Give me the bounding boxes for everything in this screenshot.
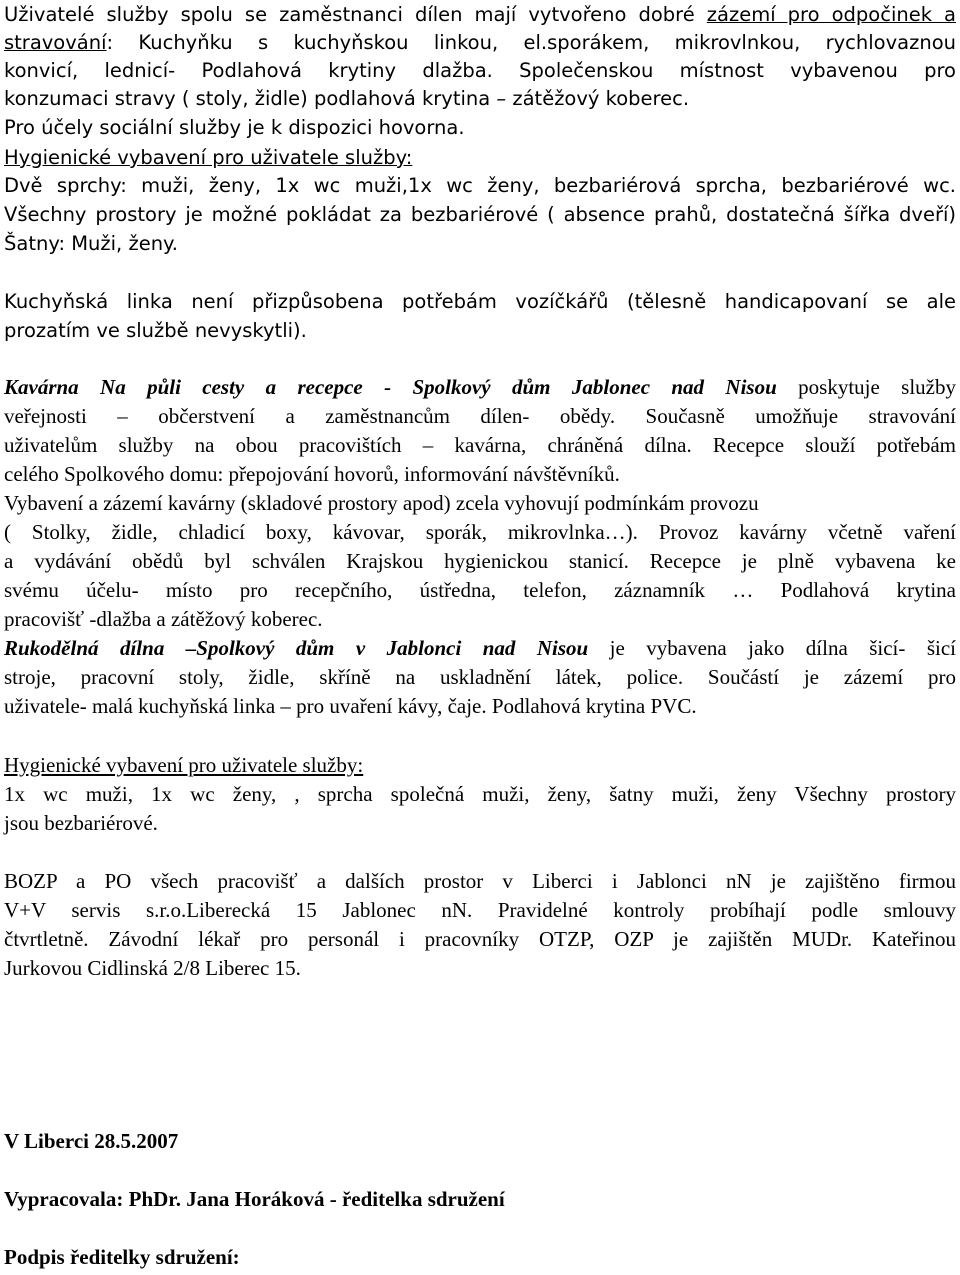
paragraph-line xyxy=(4,373,956,402)
paragraph-line: Kuchyňská linka není přizpůsobena potřebám vozíčkářů (tělesně handicapovaní se ale xyxy=(4,290,956,313)
paragraph-line: uživatelům služby na obou pracovištích – kavárna, chráněná dílna. Recepce slouží potřebám xyxy=(4,433,956,457)
prepared-by: Vypracovala: PhDr. Jana Horáková - ředitelka sdružení xyxy=(4,1187,505,1211)
signature-label: Podpis ředitelky sdružení: xyxy=(4,1245,240,1269)
underlined-text: stravování xyxy=(4,31,107,54)
paragraph-line: Vybavení a zázemí kavárny (skladové prostory apod) zcela vyhovují podmínkám provozu xyxy=(4,491,759,515)
paragraph-line: čtvrtletně. Závodní lékař pro personál i pracovníky OTZP, OZP je zajištěn MUDr. Kateřinou xyxy=(4,927,956,951)
paragraph-line: prozatím ve službě nevyskytli). xyxy=(4,319,307,342)
paragraph-line: Jurkovou Cidlinská 2/8 Liberec 15. xyxy=(4,956,301,980)
paragraph-line: Všechny prostory je možné pokládat za bezbariérové ( absence prahů, dostatečná šířka dveří) xyxy=(4,203,956,226)
text-span: Uživatelé služby spolu se zaměstnanci dílen mají vytvořeno dobré xyxy=(4,3,707,26)
paragraph-line: V+V servis s.r.o.Liberecká 15 Jablonec nN. Pravidelné kontroly probíhají podle smlouvy xyxy=(4,898,956,922)
paragraph-line: konvicí, lednicí- Podlahová krytiny dlažba. Společenskou místnost vybavenou pro xyxy=(4,59,956,82)
underlined-text: zázemí pro odpočinek a xyxy=(706,3,956,26)
paragraph-line: svému účelu- místo pro recepčního, ústředna, telefon, záznamník … Podlahová krytina xyxy=(4,578,956,602)
paragraph-line: 1x wc muži, 1x wc ženy, , sprcha společná muži, ženy, šatny muži, ženy Všechny prostory xyxy=(4,782,956,806)
paragraph-line: Pro účely sociální služby je k dispozici hovorna. xyxy=(4,116,465,139)
text-span: poskytuje služby xyxy=(776,375,956,399)
paragraph-line: uživatele- malá kuchyňská linka – pro uvaření kávy, čaje. Podlahová krytina PVC. xyxy=(4,694,697,718)
paragraph-line: jsou bezbariérové. xyxy=(4,811,158,835)
paragraph-line: ( Stolky, židle, chladicí boxy, kávovar, sporák, mikrovlnka…). Provoz kavárny včetně vaření xyxy=(4,520,956,544)
paragraph-line: celého Spolkového domu: přepojování hovorů, informování návštěvníků. xyxy=(4,462,620,486)
section-title: Rukodělná dílna –Spolkový dům v Jablonci nad Nisou xyxy=(4,636,589,660)
text-span: : Kuchyňku s kuchyňskou linkou, el.sporákem, mikrovlnkou, rychlovaznou xyxy=(106,31,956,54)
section-title: Kavárna Na půli cesty a recepce - Spolkový dům Jablonec nad Nisou xyxy=(4,375,777,399)
paragraph-line: stroje, pracovní stoly, židle, skříně na uskladnění látek, police. Součástí je zázemí pro xyxy=(4,665,956,689)
text-span: je vybavena jako dílna šicí- šicí xyxy=(588,636,956,660)
paragraph-line: pracovišť -dlažba a zátěžový koberec. xyxy=(4,607,323,631)
paragraph-line xyxy=(4,28,956,57)
paragraph-line: a vydávání obědů byl schválen Krajskou hygienickou stanicí. Recepce je plně vybavena ke xyxy=(4,549,956,573)
paragraph-line: BOZP a PO všech pracovišť a dalších prostor v Liberci i Jablonci nN je zajištěno firmou xyxy=(4,869,956,893)
paragraph-line: veřejnosti – občerstvení a zaměstnancům dílen- obědy. Současně umožňuje stravování xyxy=(4,404,956,428)
paragraph-line: konzumaci stravy ( stoly, židle) podlahová krytina – zátěžový koberec. xyxy=(4,87,690,110)
paragraph-line: Dvě sprchy: muži, ženy, 1x wc muži,1x wc ženy, bezbariérová sprcha, bezbariérové wc. xyxy=(4,174,956,197)
paragraph-line xyxy=(4,0,956,29)
paragraph-line xyxy=(4,634,956,663)
section-heading: Hygienické vybavení pro uživatele služby: xyxy=(4,146,413,169)
paragraph-line: Šatny: Muži, ženy. xyxy=(4,232,179,255)
place-date: V Liberci 28.5.2007 xyxy=(4,1129,179,1153)
section-heading: Hygienické vybavení pro uživatele služby: xyxy=(4,753,364,777)
